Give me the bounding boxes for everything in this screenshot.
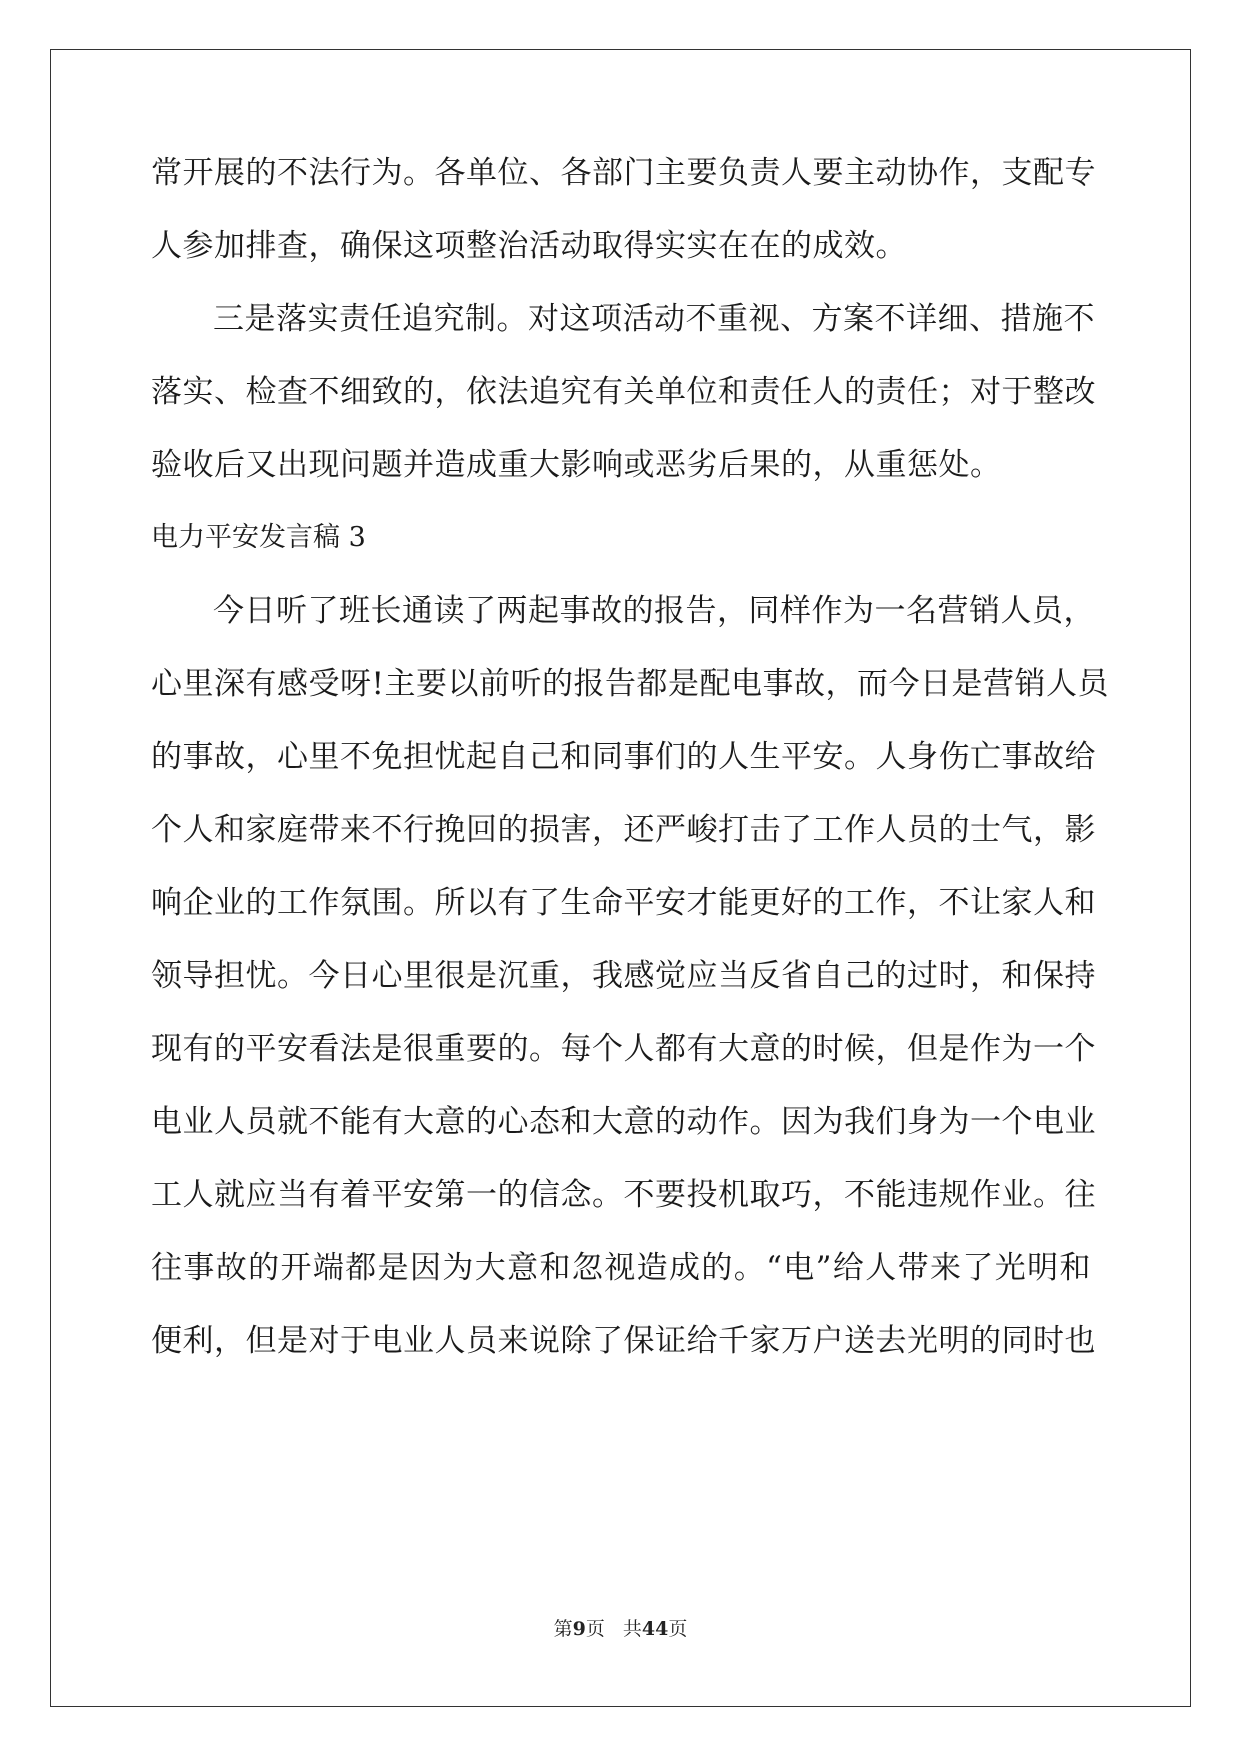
body-line-8: 的事故，心里不免担忧起自己和同事们的人生平安。人身伤亡事故给 [151,739,1096,775]
body-line-15: 往事故的开端都是因为大意和忽视造成的。“电”给人带来了光明和 [151,1250,1091,1286]
body-line-16: 便利，但是对于电业人员来说除了保证给千家万户送去光明的同时也 [151,1323,1096,1359]
body-line-6: 今日听了班长通读了两起事故的报告，同样作为一名营销人员， [213,593,1095,629]
body-line-1: 常开展的不法行为。各单位、各部门主要负责人要主动协作，支配专 [151,155,1096,191]
page-border [50,49,1191,1707]
section-heading: 电力平安发言稿 3 [151,522,366,553]
body-line-7: 心里深有感受呀!主要以前听的报告都是配电事故，而今日是营销人员 [151,666,1109,702]
footer-total-suffix: 页 [668,1618,688,1640]
footer-total-prefix: 共 [622,1618,642,1640]
body-line-2: 人参加排查，确保这项整治活动取得实实在在的成效。 [151,228,907,264]
body-line-14: 工人就应当有着平安第一的信念。不要投机取巧，不能违规作业。往 [151,1177,1096,1213]
body-line-5: 验收后又出现问题并造成重大影响或恶劣后果的，从重惩处。 [151,447,1002,483]
body-line-4: 落实、检查不细致的，依法追究有关单位和责任人的责任；对于整改 [151,374,1096,410]
body-line-13: 电业人员就不能有大意的心态和大意的动作。因为我们身为一个电业 [151,1104,1096,1140]
footer-page-number: 9 [572,1618,586,1640]
footer-total-pages: 44 [641,1618,669,1640]
body-line-11: 领导担忧。今日心里很是沉重，我感觉应当反省自己的过时，和保持 [151,958,1096,994]
body-line-12: 现有的平安看法是很重要的。每个人都有大意的时候，但是作为一个 [151,1031,1096,1067]
body-line-10: 响企业的工作氛围。所以有了生命平安才能更好的工作，不让家人和 [151,885,1096,921]
footer-page-suffix: 页 [585,1618,605,1640]
body-line-9: 个人和家庭带来不行挽回的损害，还严峻打击了工作人员的士气，影 [151,812,1096,848]
body-line-3: 三是落实责任追究制。对这项活动不重视、方案不详细、措施不 [213,301,1095,337]
page-footer [0,1617,1241,1641]
footer-prefix: 第 [553,1618,573,1640]
